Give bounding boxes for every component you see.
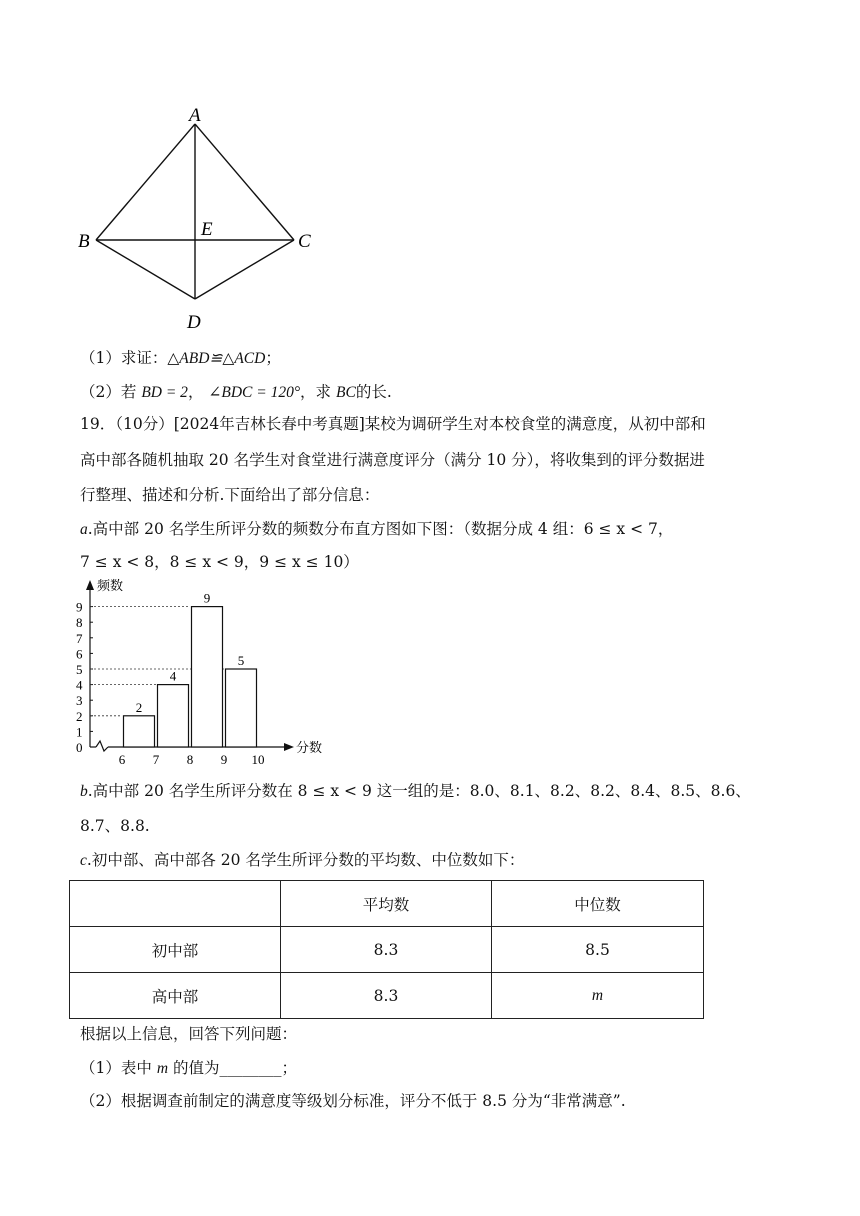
x-tick-label: 9 <box>220 752 228 767</box>
q19-intro-line3: 行整理、描述和分析.下面给出了部分信息： <box>80 486 380 504</box>
q18-part2-end: 的长. <box>355 383 392 401</box>
x-tick-label: 6 <box>118 752 126 767</box>
q19-part1-prefix: （1）表中 <box>80 1059 152 1077</box>
table-header-cell <box>70 881 281 927</box>
q19-c-text: .初中部、高中部各 20 名学生所评分数的平均数、中位数如下： <box>86 851 525 869</box>
q19-intro-line1: 19．（10分）[2024年吉林长春中考真题]某校为调研学生对本校食堂的满意度，从初中部和 <box>80 415 706 433</box>
q18-part1-end: ； <box>265 349 281 367</box>
q18-part2-angle: ∠BDC = 120° <box>208 384 301 401</box>
x-tick-label: 10 <box>251 752 265 767</box>
q19-intro-line2: 高中部各随机抽取 20 名学生对食堂进行满意度评分（满分 10 分），将收集到的评分数据进 <box>80 451 705 469</box>
histogram-bar <box>226 669 257 747</box>
q18-part2-mid: ，求 <box>300 383 332 401</box>
q19-c-tag: c <box>80 852 87 869</box>
segment-ab <box>96 124 195 240</box>
y-tick-label: 4 <box>76 677 83 693</box>
table-cell: m <box>492 973 704 1019</box>
x-axis-arrow <box>284 743 294 751</box>
q19-part1-suffix: 的值为________； <box>172 1059 297 1077</box>
x-axis-break <box>96 741 108 751</box>
q19-b-tag: b <box>80 783 88 800</box>
label-d: D <box>187 312 201 333</box>
x-axis-title: 分数 <box>296 740 323 755</box>
q19-a-line2: 7 ≤ x < 8，8 ≤ x < 9，9 ≤ x ≤ 10） <box>80 553 359 571</box>
label-c: C <box>298 231 311 252</box>
x-tick-label: 8 <box>186 752 194 767</box>
y-tick-label: 0 <box>76 740 83 755</box>
label-b: B <box>78 231 90 252</box>
q19-part2: （2）根据调查前制定的满意度等级划分标准，评分不低于 8.5 分为“非常满意”. <box>80 1092 626 1110</box>
segment-cd <box>195 240 294 299</box>
q18-part2 <box>80 380 392 402</box>
q19-a-line1 <box>80 517 673 539</box>
histogram-bar <box>124 716 155 747</box>
table-header-row <box>70 881 704 927</box>
stats-table <box>69 880 704 1019</box>
q18-part1 <box>80 346 281 368</box>
bar-data-label: 5 <box>237 653 245 668</box>
table-cell: 8.3 <box>281 927 492 973</box>
x-tick-label: 7 <box>152 752 160 767</box>
q19-part1 <box>80 1056 297 1078</box>
table-row <box>70 927 704 973</box>
y-tick-label: 6 <box>76 646 83 662</box>
y-tick-label: 8 <box>76 615 83 631</box>
q19-a-tag: a <box>80 521 88 538</box>
q19-part1-var: m <box>156 1060 169 1077</box>
q19-b-line2: 8.7、8.8. <box>80 817 150 835</box>
y-tick-label: 5 <box>76 662 83 677</box>
segment-bd <box>96 240 195 299</box>
table-row <box>70 973 704 1019</box>
geometry-figure <box>0 0 340 340</box>
y-tick-label: 2 <box>76 708 83 724</box>
q18-part2-sep: ， <box>187 383 204 401</box>
y-tick-label: 7 <box>76 630 83 646</box>
table-cell: 初中部 <box>70 927 281 973</box>
table-header-cell: 中位数 <box>492 881 704 927</box>
y-tick-label: 3 <box>76 693 83 709</box>
table-cell: 高中部 <box>70 973 281 1019</box>
q19-b-text: .高中部 20 名学生所评分数在 8 ≤ x < 9 这一组的是：8.0、8.1、8.2、8.2、8.4、8.5、8.6、 <box>87 782 751 800</box>
q18-part2-prefix: （2）若 <box>80 383 137 401</box>
table-cell: 8.5 <box>492 927 704 973</box>
q18-part2-bd: BD = 2 <box>141 384 188 401</box>
q19-c-line <box>80 848 524 870</box>
bar-data-label: 4 <box>169 668 177 684</box>
y-axis-title: 频数 <box>97 578 124 593</box>
q19-b-line1 <box>80 779 751 801</box>
y-tick-label: 1 <box>76 724 83 740</box>
table-cell: 8.3 <box>281 973 492 1019</box>
y-axis-arrow <box>86 580 94 590</box>
bar-data-label: 9 <box>203 590 211 606</box>
frequency-histogram <box>0 570 340 770</box>
histogram-bar <box>158 685 189 747</box>
y-tick-label: 9 <box>76 599 83 615</box>
q19-after-line: 根据以上信息，回答下列问题： <box>80 1025 298 1043</box>
bar-data-label: 2 <box>135 699 143 715</box>
label-e: E <box>201 219 213 240</box>
histogram-bar <box>192 607 223 747</box>
q18-part1-prefix: （1）求证： <box>80 349 168 367</box>
q19-a-text: .高中部 20 名学生所评分数的频数分布直方图如下图：（数据分成 4 组：6 ≤ x < 7， <box>87 520 674 538</box>
label-a: A <box>189 105 201 126</box>
q18-part2-bc: BC <box>336 384 356 401</box>
table-header-cell: 平均数 <box>281 881 492 927</box>
q18-part1-math: △ABD≌△ACD <box>167 350 266 367</box>
